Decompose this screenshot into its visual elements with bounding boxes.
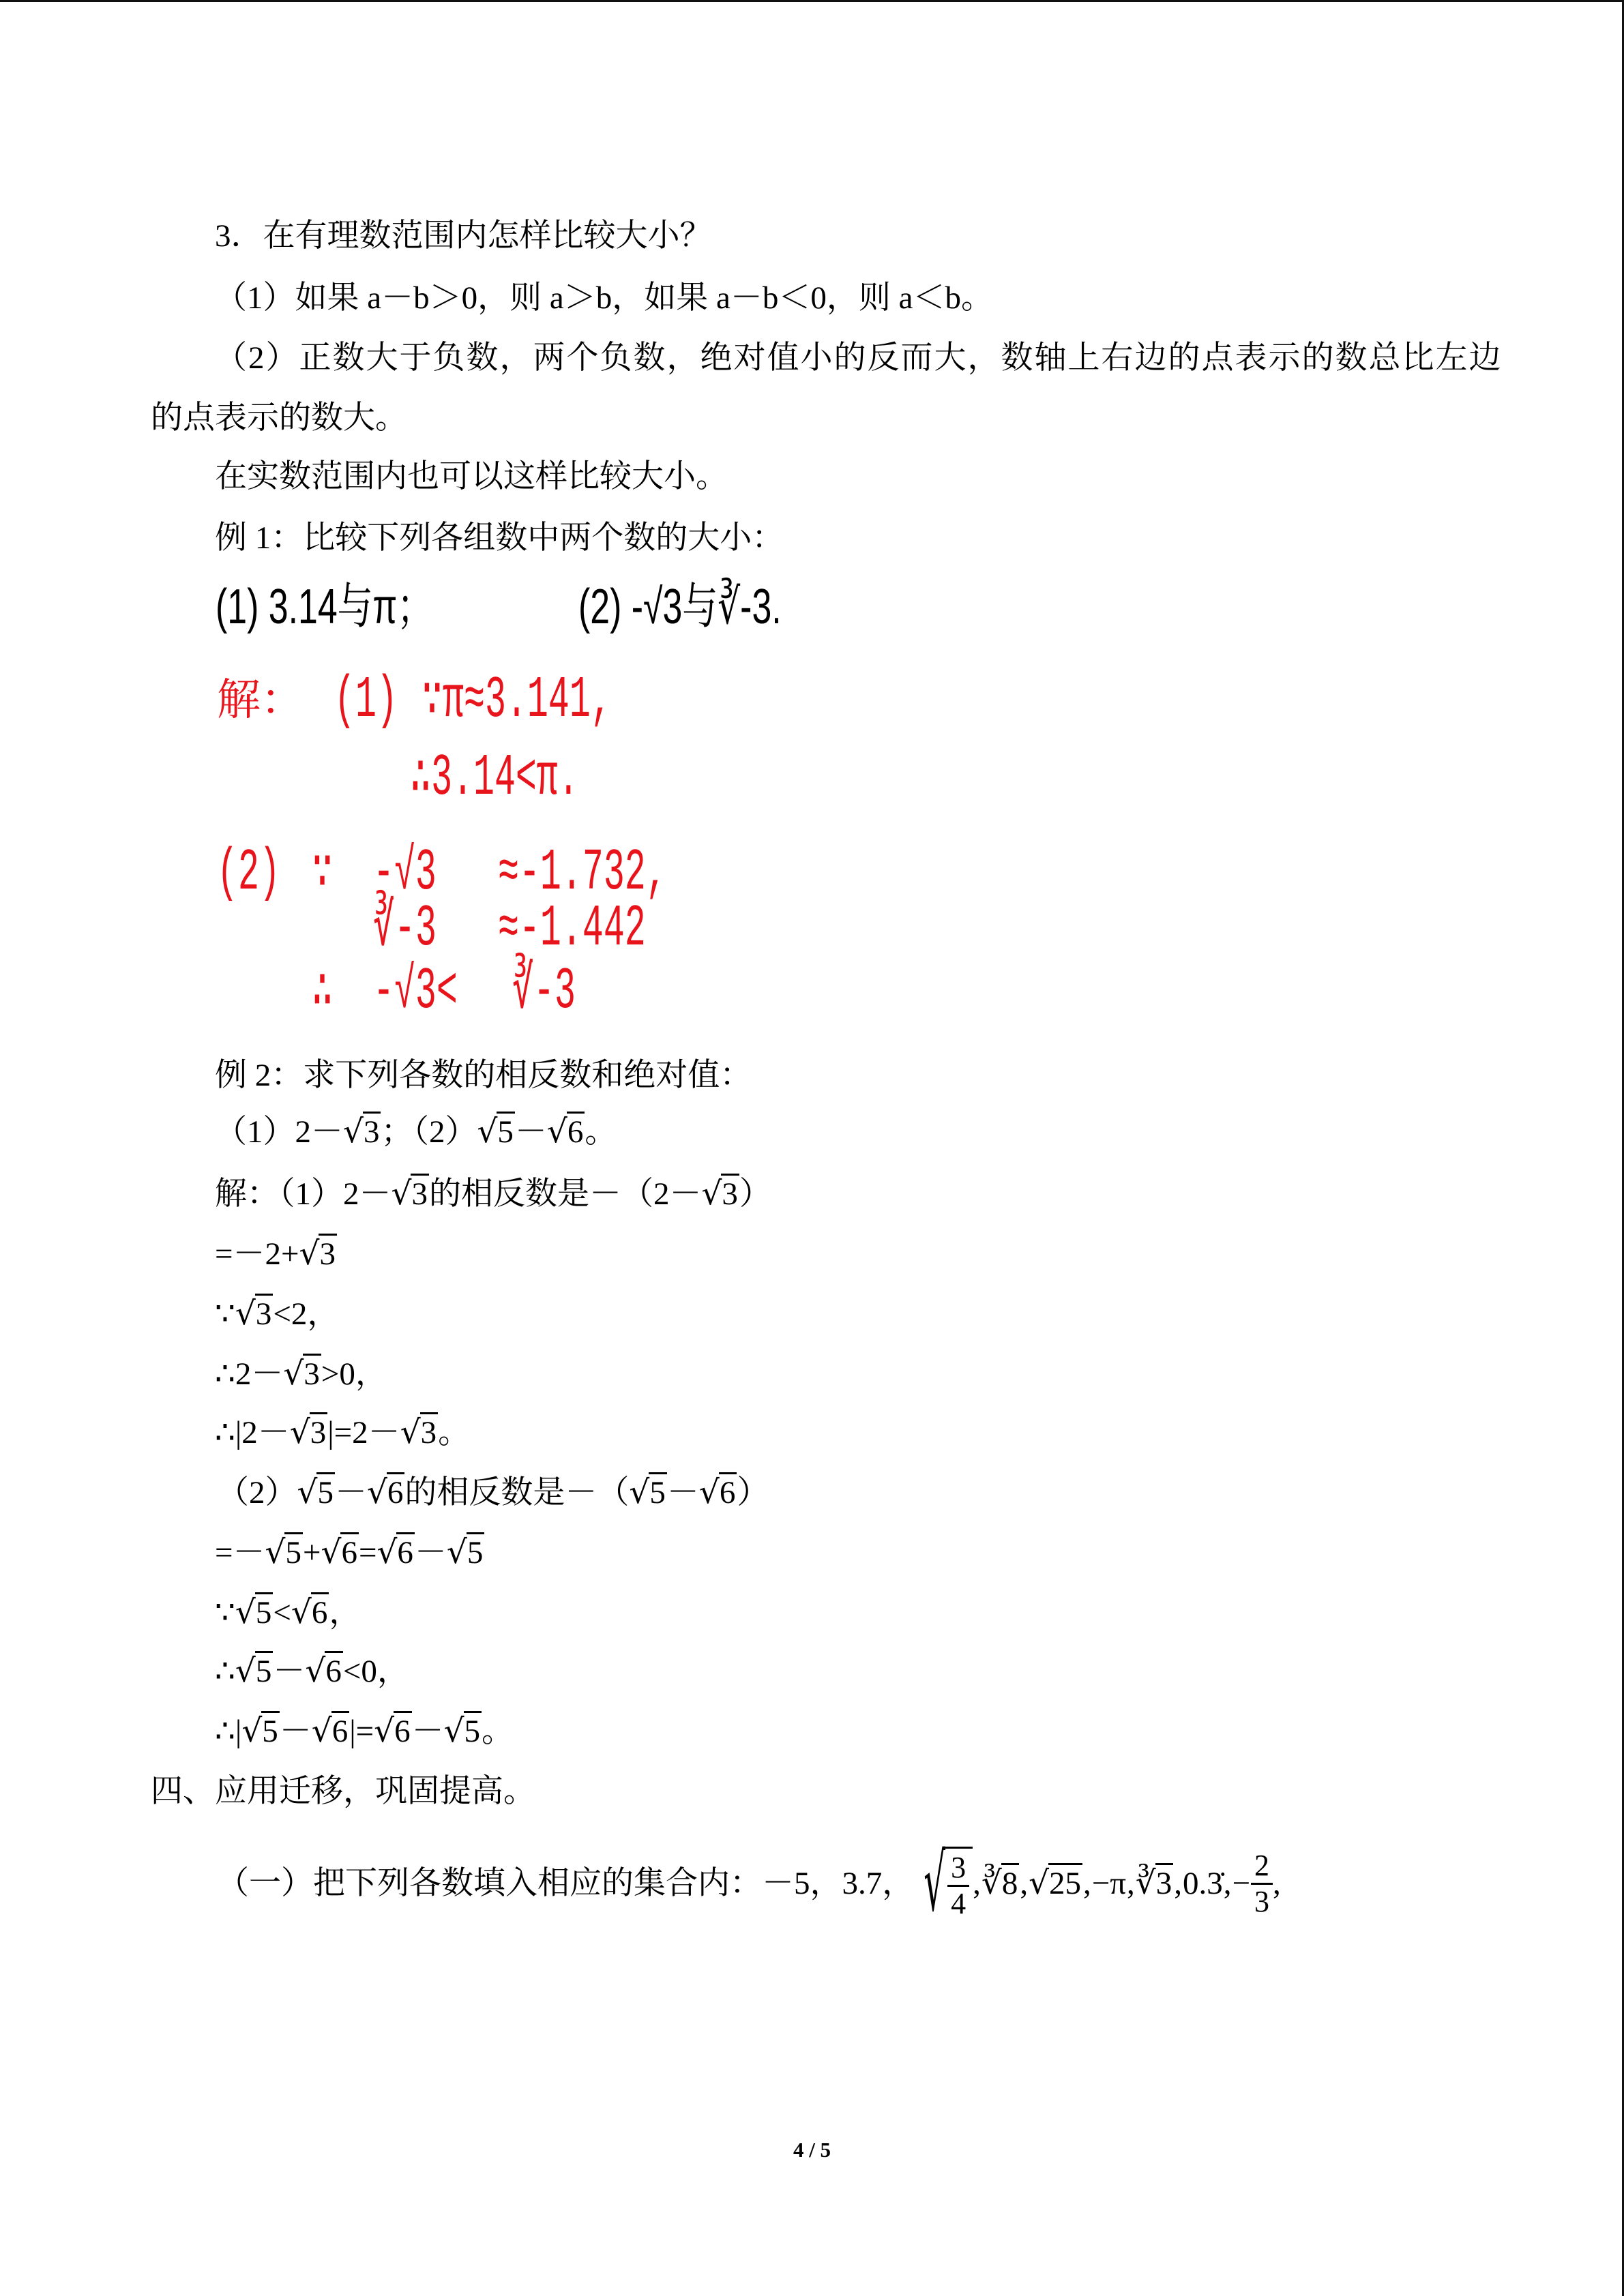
separator: , [1174,1866,1182,1901]
example2-solution-line: ∴|√5－√6|=√6－√5。 [215,1711,514,1752]
example1-question-2: (2) -√3与∛-3. [578,580,782,634]
radical-sign: √ [477,1113,498,1150]
solution-part-2-line-3b: ∛-3 [512,958,576,1025]
radical-expression [343,1112,381,1152]
radical-sign: √ [265,1534,286,1571]
page-number: 4 / 5 [793,2138,831,2162]
radical-expression [235,1294,273,1335]
radical-expression [235,1592,273,1633]
because-symbol: ∵ [312,839,334,906]
example2-prompt: 例 2：求下列各数的相反数和绝对值： [215,1058,752,1093]
set-exercise-line [217,1836,1281,1931]
number-item: −π [1091,1866,1127,1901]
radical-sign: √ [377,1534,398,1571]
radicand: 25 [1048,1863,1082,1900]
example2-solution-line: =－2+√3 [215,1234,337,1274]
example2-solution-line: ∵√5<√6， [215,1592,361,1633]
radical-expression [444,1711,482,1752]
separator: , [1223,1866,1232,1901]
radical-expression [367,1472,404,1513]
radical-sign: √ [366,1474,387,1511]
radical-sign: √ [924,1838,946,1929]
radicand: 6 [719,1472,737,1509]
radical-expression [297,1472,335,1513]
number-item [981,1863,1019,1904]
example2-solution-line: =－√5+√6=√6－√5 [215,1532,484,1573]
radical-sign: √ [299,1235,320,1272]
radical-expression [629,1472,666,1513]
solution-part-2-line-1b: ≈-1.732, [498,839,667,906]
radical-sign: √ [297,1474,318,1511]
separator: , [1083,1866,1091,1901]
radicand: 3 [721,1174,739,1210]
comparison-rule-2-line-2: 的点表示的数大。 [151,400,407,436]
radicand: 6 [567,1112,585,1148]
radical-expression [981,1863,1019,1904]
radical-sign: √ [546,1113,567,1150]
radical-expression [377,1532,414,1573]
radicand: 5 [467,1532,485,1569]
number-item: 0.3̇ [1182,1866,1223,1901]
radical-expression [400,1412,438,1453]
radical-sign: √ [241,1712,263,1750]
real-number-note: 在实数范围内也可以这样比较大小。 [215,459,728,494]
section3-heading: 3．在有理数范围内怎样比较大小？ [215,218,712,254]
radical-expression [374,1711,411,1752]
set-exercise-intro: （一）把下列各数填入相应的集合内：－5，3.7， [217,1866,915,1901]
example1-question-1: (1) 3.14与π； [216,580,433,634]
radical-expression [299,1234,337,1274]
radicand: 5 [497,1112,515,1148]
radical-sign: √ [305,1652,326,1690]
radical-sign: √ [400,1414,421,1451]
radical-expression [291,1592,329,1633]
radicand: 3 [255,1294,274,1330]
radical-sign: √ [235,1594,256,1631]
radical-sign: √ [235,1295,256,1332]
solution-part-1-line-2: ∴3.14<π. [410,745,579,811]
solution-label: 解： [217,675,304,726]
radicand: 6 [331,1711,350,1748]
radicand: 3 [411,1174,429,1210]
radical-expression [477,1112,514,1152]
radicand: 5 [255,1651,274,1688]
fraction-denominator: 3 [1254,1884,1269,1918]
radicand: 3 [303,1354,321,1390]
minus-sign: − [1232,1866,1250,1901]
solution-part-2-line-2b: ≈-1.442 [498,895,646,962]
radicand: 3 [1155,1863,1174,1900]
radical-sign: √ [446,1534,467,1571]
radical-expression [235,1651,273,1692]
example2-problems: （1）2－√3；（2）√5－√6。 [215,1112,617,1152]
example2-solution-line: ∴2－√3>0， [215,1354,387,1395]
solution-part-2-number: (2) [217,839,280,906]
example2-solution-line: ∴√5－√6<0， [215,1651,409,1692]
separator: , [973,1866,981,1901]
radical-expression [290,1412,327,1453]
solution-part-2-line-2a: ∛-3 [373,895,437,962]
separator: , [1273,1866,1281,1901]
example2-solution-line: 解：（1）2－√3的相反数是－（2－√3） [215,1174,771,1214]
radical-sign: √ [701,1175,722,1212]
radicand: 3 [310,1412,328,1449]
sqrt-fraction [924,1838,973,1929]
solution-part-2-line-3a: -√3< [373,958,458,1025]
radical-sign: √ [1029,1864,1050,1902]
number-item [1136,1863,1173,1904]
solution-part-1-line-1: ∵π≈3.141, [422,667,612,734]
therefore-symbol: ∴ [312,958,334,1025]
fraction-numerator: 2 [1251,1849,1273,1885]
radicand: 6 [340,1532,359,1569]
radical-expression [699,1472,737,1513]
section4-heading: 四、应用迁移，巩固提高。 [151,1774,535,1809]
radical-sign: √ [291,1594,312,1631]
fraction [1251,1849,1273,1919]
radical-sign: √ [374,1712,395,1750]
example2-solution-line: （2）√5－√6的相反数是－（√5－√6） [217,1472,769,1513]
radical-sign: √ [235,1652,256,1690]
radical-expression [447,1532,484,1573]
number-item [1029,1863,1082,1904]
radicand: 6 [387,1472,405,1509]
fraction-denominator: 4 [951,1886,966,1920]
example2-solution-line: ∴|2－√3|=2－√3。 [215,1412,470,1453]
radical-expression [321,1532,358,1573]
comparison-rule-2-line-1: （2）正数大于负数，两个负数，绝对值小的反而大，数轴上右边的点表示的数总比左边 [215,340,1503,376]
radical-sign: √ [443,1712,464,1750]
radicand: 5 [316,1472,335,1509]
radical-sign: √ [311,1712,332,1750]
separator: , [1020,1866,1029,1901]
radical-sign: ∛ [981,1864,1002,1902]
radical-sign: √ [629,1474,650,1511]
radical-expression [701,1174,739,1214]
radicand: 5 [284,1532,303,1569]
example1-prompt: 例 1：比较下列各组数中两个数的大小： [215,520,784,556]
radicand: 8 [1001,1863,1020,1900]
radicand: 5 [255,1592,274,1629]
radical-sign: √ [698,1474,720,1511]
radical-sign: √ [391,1175,412,1212]
fraction-numerator: 3 [947,1851,969,1887]
example2-solution-line: ∵√3<2， [215,1294,339,1335]
radicand: 5 [261,1711,280,1748]
radical-expression [265,1532,303,1573]
radical-sign: √ [343,1113,364,1150]
fraction [944,1847,973,1921]
radical-sign: √ [289,1414,310,1451]
radicand: 6 [396,1532,415,1569]
radicand: 3 [363,1112,381,1148]
radicand: 6 [311,1592,329,1629]
radical-expression [283,1354,321,1395]
radical-expression [312,1711,349,1752]
radicand: 6 [325,1651,343,1688]
radical-sign: √ [321,1534,342,1571]
radical-expression [241,1711,279,1752]
radicand: 5 [649,1472,667,1509]
radicand: 3 [420,1412,439,1449]
radical-expression [392,1174,429,1214]
radicand: 6 [394,1711,412,1748]
radical-expression [1136,1863,1173,1904]
solution-part-2-line-1a: -√3 [373,839,437,906]
radical-sign: √ [283,1355,304,1392]
solution-part-1-number: (1) [334,667,398,734]
radicand: 5 [464,1711,482,1748]
radicand: 3 [319,1234,337,1270]
radical-expression [1029,1863,1082,1904]
radical-sign: ∛ [1135,1864,1156,1902]
separator: , [1127,1866,1135,1901]
radical-expression [305,1651,342,1692]
comparison-rule-1: （1）如果 a－b＞0，则 a＞b，如果 a－b＜0，则 a＜b。 [215,280,993,316]
radical-expression [547,1112,585,1152]
